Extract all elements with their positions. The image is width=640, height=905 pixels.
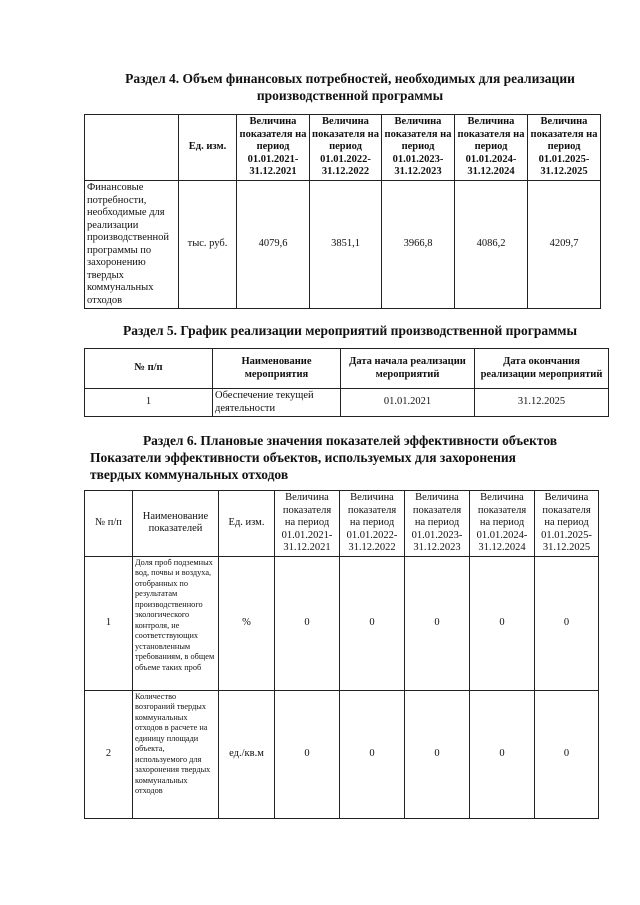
header-period-2024: Величина показателя на период 01.01.2024-31.12.2024 <box>470 491 535 557</box>
section5-table <box>84 348 609 417</box>
header-indicator-name: Наименование показателей <box>133 491 219 557</box>
value-2025: 4209,7 <box>528 181 601 309</box>
row-indicator-name: Доля проб подземных вод, почвы и воздуха, отобранных по результатам производственного экологического контроля, не соответствующих установленным требованиям, в общем объеме таких проб <box>133 556 219 690</box>
header-activity: Наименование мероприятия <box>213 349 341 389</box>
header-period-2023: Величина показателя на период 01.01.2023-31.12.2023 <box>405 491 470 557</box>
value-2022: 3851,1 <box>310 181 382 309</box>
section4-title: Раздел 4. Объем финансовых потребностей, необходимых для реализации производственной программы <box>125 71 575 103</box>
table-row <box>85 181 601 309</box>
header-unit: Ед. изм. <box>219 491 275 557</box>
table-row <box>85 556 599 690</box>
row-indicator-name: Количество возгораний твердых коммунальных отходов в расчете на единицу площади объекта, используемого для захоронения твердых коммунальных отходов <box>133 690 219 818</box>
value-2024: 0 <box>470 556 535 690</box>
header-blank <box>85 115 179 181</box>
value-2023: 3966,8 <box>382 181 455 309</box>
header-period-2023: Величина показателя на период 01.01.2023-31.12.2023 <box>382 115 455 181</box>
header-period-2021: Величина показателя на период 01.01.2021-31.12.2021 <box>237 115 310 181</box>
value-2023: 0 <box>405 690 470 818</box>
value-2021: 0 <box>275 690 340 818</box>
row-num: 1 <box>85 556 133 690</box>
section6-table <box>84 490 599 819</box>
row-num: 1 <box>85 389 213 417</box>
row-end-date: 31.12.2025 <box>475 389 609 417</box>
row-unit: % <box>219 556 275 690</box>
header-period-2025: Величина показателя на период 01.01.2025-31.12.2025 <box>535 491 599 557</box>
value-2025: 0 <box>535 556 599 690</box>
row-activity: Обеспечение текущей деятельности <box>213 389 341 417</box>
header-start-date: Дата начала реализации мероприятий <box>341 349 475 389</box>
header-period-2021: Величина показателя на период 01.01.2021-31.12.2021 <box>275 491 340 557</box>
header-period-2025: Величина показателя на период 01.01.2025-31.12.2025 <box>528 115 601 181</box>
table-row <box>85 389 609 417</box>
value-2024: 0 <box>470 690 535 818</box>
section5-title: Раздел 5. График реализации мероприятий производственной программы <box>122 323 578 338</box>
row-unit: ед./кв.м <box>219 690 275 818</box>
section6-title: Раздел 6. Плановые значения показателей эффективности объектов <box>142 433 558 448</box>
section4-table <box>84 114 601 309</box>
value-2024: 4086,2 <box>455 181 528 309</box>
section6-subtitle: Показатели эффективности объектов, используемых для захоронения твердых коммунальных отходов <box>90 450 516 482</box>
value-2023: 0 <box>405 556 470 690</box>
header-num: № п/п <box>85 349 213 389</box>
value-2022: 0 <box>340 556 405 690</box>
header-num: № п/п <box>85 491 133 557</box>
table-row <box>85 690 599 818</box>
row-num: 2 <box>85 690 133 818</box>
row-name: Финансовые потребности, необходимые для реализации производственной программы по захоронению твердых коммунальных отходов <box>85 181 179 309</box>
value-2025: 0 <box>535 690 599 818</box>
value-2022: 0 <box>340 690 405 818</box>
header-end-date: Дата окончания реализации мероприятий <box>475 349 609 389</box>
header-period-2022: Величина показателя на период 01.01.2022-31.12.2022 <box>340 491 405 557</box>
value-2021: 0 <box>275 556 340 690</box>
row-unit: тыс. руб. <box>179 181 237 309</box>
header-period-2022: Величина показателя на период 01.01.2022-31.12.2022 <box>310 115 382 181</box>
header-period-2024: Величина показателя на период 01.01.2024-31.12.2024 <box>455 115 528 181</box>
value-2021: 4079,6 <box>237 181 310 309</box>
header-unit: Ед. изм. <box>179 115 237 181</box>
row-start-date: 01.01.2021 <box>341 389 475 417</box>
